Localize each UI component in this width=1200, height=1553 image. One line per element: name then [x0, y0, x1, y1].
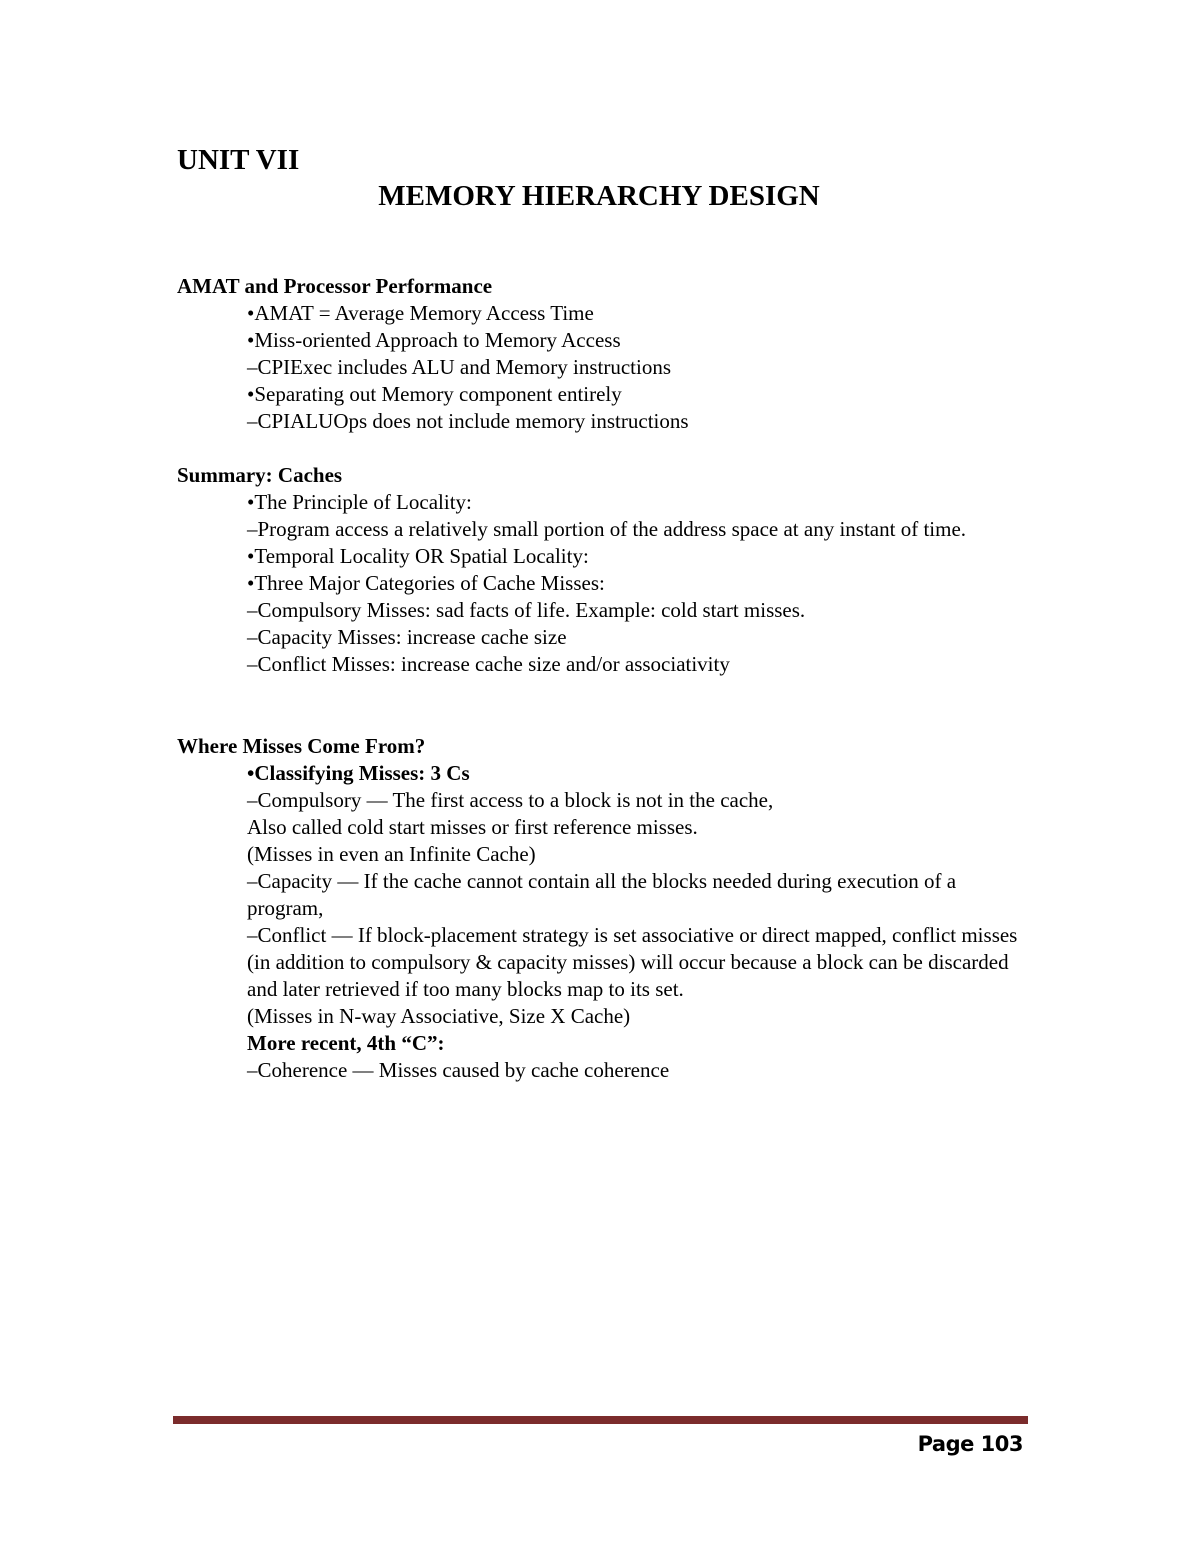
section-list — [177, 489, 1027, 678]
page-title: MEMORY HIERARCHY DESIGN — [378, 180, 820, 212]
section-amat-processor-performance — [177, 273, 1027, 435]
footer-divider — [173, 1416, 1028, 1424]
list-item: –Coherence — Misses caused by cache coherence — [247, 1058, 670, 1082]
list-item: More recent, 4th “C”: — [247, 1031, 445, 1055]
section-where-misses-come-from — [177, 733, 1027, 1084]
list-item: Also called cold start misses or first reference misses. — [247, 815, 698, 839]
list-item: –Conflict Misses: increase cache size and/or associativity — [247, 652, 730, 676]
list-item: –Capacity — If the cache cannot contain all the blocks needed during execution of a program, — [247, 869, 957, 920]
list-item: –CPIExec includes ALU and Memory instructions — [247, 355, 672, 379]
section-summary-caches — [177, 462, 1027, 678]
list-item: (Misses in N-way Associative, Size X Cache) — [247, 1004, 631, 1028]
list-item: –Capacity Misses: increase cache size — [247, 625, 567, 649]
list-item: (Misses in even an Infinite Cache) — [247, 842, 536, 866]
section-list — [177, 300, 1027, 435]
section-list — [177, 760, 1027, 1084]
list-item: •AMAT = Average Memory Access Time — [247, 301, 594, 325]
section-heading: Where Misses Come From? — [177, 734, 426, 758]
page-number: Page 103 — [917, 1432, 1023, 1456]
unit-title: UNIT VII — [177, 144, 300, 176]
list-item: •Classifying Misses: 3 Cs — [247, 761, 470, 785]
list-item: –Compulsory — The first access to a block is not in the cache, — [247, 788, 774, 812]
list-item: –Compulsory Misses: sad facts of life. Example: cold start misses. — [247, 598, 806, 622]
list-item: •Separating out Memory component entirely — [247, 382, 622, 406]
list-item: –Conflict — If block-placement strategy is set associative or direct mapped, conflict misses (in addition to compulsory & capacity misses) will occur because a block can be discarded and later retrieved if too many blocks map to its set. — [247, 923, 1018, 1001]
section-heading: Summary: Caches — [177, 463, 343, 487]
list-item: •Temporal Locality OR Spatial Locality: — [247, 544, 589, 568]
list-item: –Program access a relatively small portion of the address space at any instant of time. — [247, 517, 967, 541]
list-item: •The Principle of Locality: — [247, 490, 472, 514]
list-item: •Miss-oriented Approach to Memory Access — [247, 328, 621, 352]
section-heading: AMAT and Processor Performance — [177, 274, 493, 298]
list-item: •Three Major Categories of Cache Misses: — [247, 571, 605, 595]
list-item: –CPIALUOps does not include memory instructions — [247, 409, 689, 433]
